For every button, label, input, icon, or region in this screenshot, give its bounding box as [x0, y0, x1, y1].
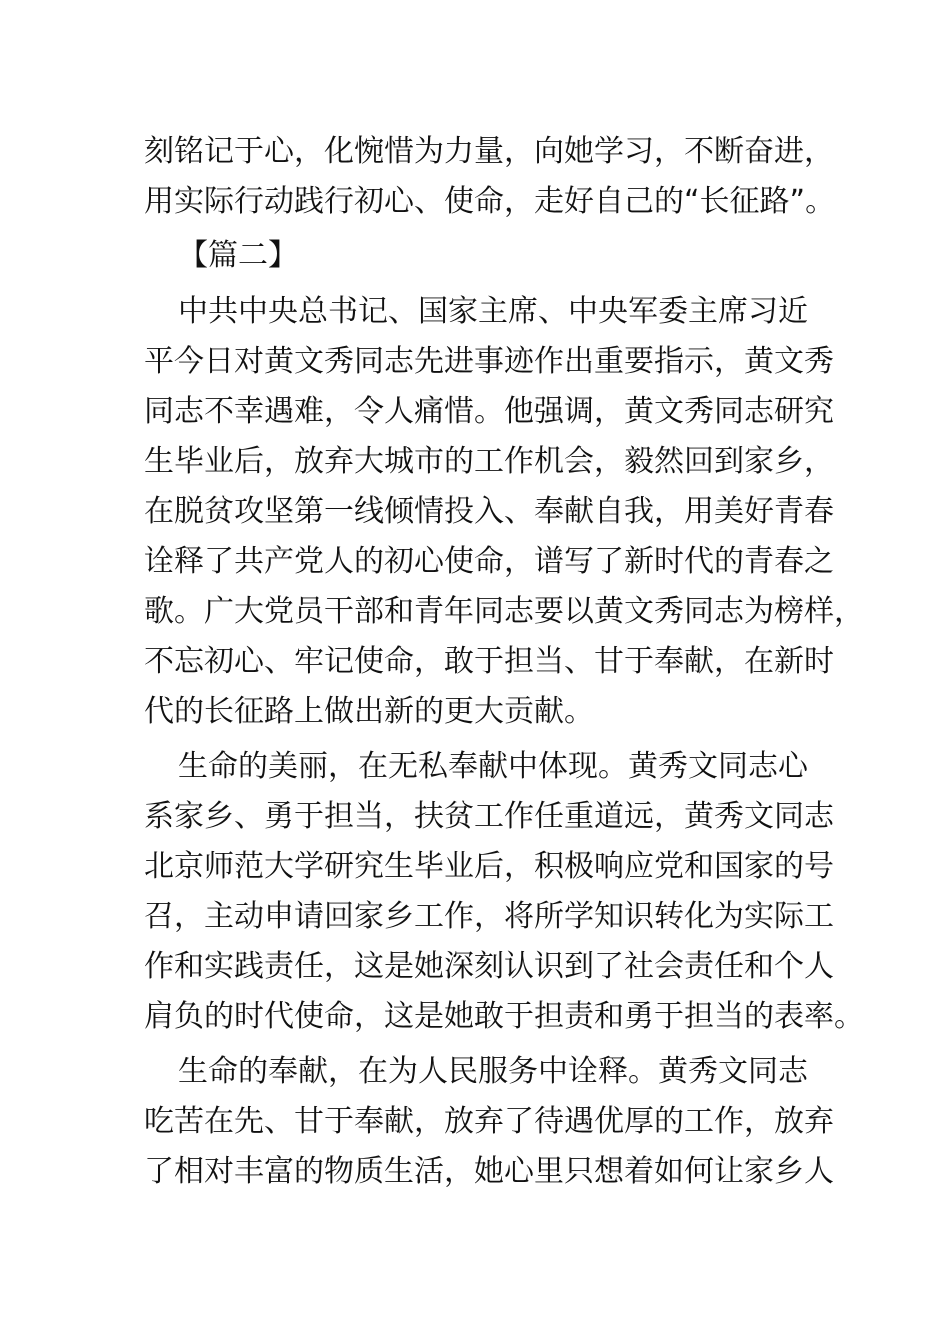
- text-line: 生毕业后，放弃大城市的工作机会，毅然回到家乡，: [144, 444, 834, 479]
- text-line: 在脱贫攻坚第一线倾情投入、奉献自我，用美好青春: [144, 494, 834, 529]
- text-line: 用实际行动践行初心、使命，走好自己的“长征路”。: [144, 184, 836, 219]
- text-line: 代的长征路上做出新的更大贡献。: [144, 694, 594, 729]
- paragraph-first-line: 生命的奉献，在为人民服务中诠释。黄秀文同志: [178, 1054, 808, 1089]
- text-line: 平今日对黄文秀同志先进事迹作出重要指示，黄文秀: [144, 344, 834, 379]
- paragraph-first-line: 中共中央总书记、国家主席、中央军委主席习近: [178, 294, 808, 329]
- text-line: 同志不幸遇难，令人痛惜。他强调，黄文秀同志研究: [144, 394, 834, 429]
- section-heading: 【篇二】: [178, 238, 298, 273]
- text-line: 不忘初心、牢记使命，敢于担当、甘于奉献，在新时: [144, 644, 834, 679]
- text-line: 北京师范大学研究生毕业后，积极响应党和国家的号: [144, 849, 834, 884]
- text-line: 了相对丰富的物质生活，她心里只想着如何让家乡人: [144, 1154, 834, 1189]
- text-line: 歌。广大党员干部和青年同志要以黄文秀同志为榜样，: [144, 594, 864, 629]
- text-line: 召，主动申请回家乡工作，将所学知识转化为实际工: [144, 899, 834, 934]
- paragraph-first-line: 生命的美丽，在无私奉献中体现。黄秀文同志心: [178, 749, 808, 784]
- text-line: 作和实践责任，这是她深刻认识到了社会责任和个人: [144, 949, 834, 984]
- text-line: 肩负的时代使命，这是她敢于担责和勇于担当的表率。: [144, 999, 864, 1034]
- text-line: 系家乡、勇于担当，扶贫工作任重道远，黄秀文同志: [144, 799, 834, 834]
- text-line: 吃苦在先、甘于奉献，放弃了待遇优厚的工作，放弃: [144, 1104, 834, 1139]
- text-line: 诠释了共产党人的初心使命，谱写了新时代的青春之: [144, 544, 834, 579]
- text-line: 刻铭记于心，化惋惜为力量，向她学习，不断奋进，: [144, 134, 834, 169]
